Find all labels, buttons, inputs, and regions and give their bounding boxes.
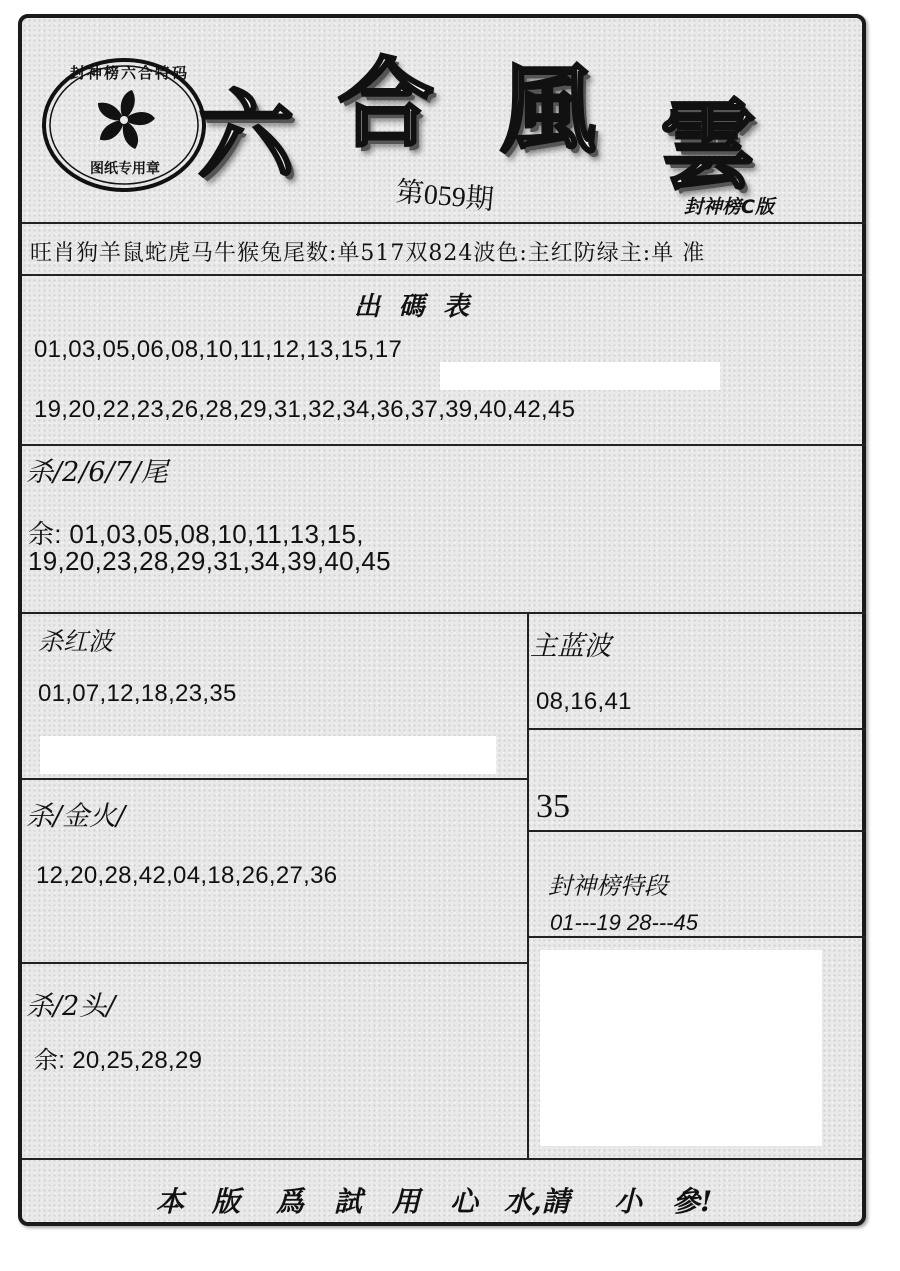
official-seal (40, 56, 208, 194)
blank-box-code (440, 362, 720, 390)
blank-box-red (40, 736, 496, 774)
title-char-2: 合 (338, 47, 434, 160)
footer-char-6: 心 (450, 1185, 479, 1218)
footer-char-5: 用 (392, 1185, 421, 1218)
kill-red-label: 杀红波 (38, 627, 114, 656)
divider-left-1 (22, 778, 528, 780)
kill-tail-label: 杀/2/6/7/尾 (26, 457, 168, 488)
kill-head-label: 杀/2头/ (26, 991, 116, 1022)
divider-right-2 (528, 830, 866, 832)
kill-tail-line-2: 19,20,23,28,29,31,34,39,40,45 (28, 546, 391, 576)
kill-element-label: 杀/金火/ (26, 801, 126, 832)
code-table-row-2: 19,20,22,23,26,28,29,31,32,34,36,37,39,40,42,45 (34, 396, 576, 423)
bauhinia-flower-icon (94, 90, 155, 151)
seal-text-top: 封神榜六合特码 (70, 66, 190, 82)
footer-char-3: 爲 (276, 1185, 305, 1218)
title-char-3: 風 (500, 53, 596, 166)
footer-char-8: 小 (614, 1185, 643, 1218)
kill-element-numbers: 12,20,28,42,04,18,26,27,36 (36, 862, 338, 889)
divider-kill-tail (22, 612, 866, 614)
divider-info (22, 274, 866, 276)
main-blue-numbers: 08,16,41 (536, 688, 632, 715)
code-table-row-1: 01,03,05,06,08,10,11,12,13,15,17 (34, 336, 403, 363)
divider-column (527, 612, 529, 1160)
divider-footer (22, 1158, 866, 1160)
divider-left-2 (22, 962, 528, 964)
footer-char-1: 本 (156, 1185, 185, 1218)
footer-char-7: 水,請 (504, 1185, 570, 1218)
footer-char-2: 版 (212, 1185, 241, 1218)
code-table-heading: 出 碼 表 (354, 292, 476, 321)
divider-code-table (22, 444, 866, 446)
title-char-4: 雲 (660, 89, 756, 202)
divider-right-3 (528, 936, 866, 938)
kill-red-numbers: 01,07,12,18,23,35 (38, 680, 237, 707)
footer-char-9: 參! (672, 1185, 713, 1218)
footer-char-4: 試 (334, 1185, 363, 1218)
blank-box-right (540, 950, 822, 1146)
divider-right-1 (528, 728, 866, 730)
kill-tail-line-1: 余: 01,03,05,08,10,11,13,15, (28, 519, 364, 549)
edition-label: 封神榜C版 (684, 196, 774, 218)
divider-header (22, 222, 866, 224)
kill-head-numbers: 余: 20,25,28,29 (34, 1047, 203, 1074)
main-blue-label: 主蓝波 (530, 631, 611, 662)
issue-number: 第059期 (394, 176, 495, 217)
title-char-1: 六 (198, 79, 294, 192)
special-segment-value: 01---19 28---45 (550, 910, 698, 935)
single-pick-number: 35 (536, 788, 570, 825)
prediction-info-line: 旺肖狗羊鼠蛇虎马牛猴兔尾数:单517双824波色:主红防绿主:单 准 (30, 241, 706, 266)
seal-text-bottom: 图纸专用章 (90, 160, 160, 176)
special-segment-label: 封神榜特段 (548, 872, 668, 900)
